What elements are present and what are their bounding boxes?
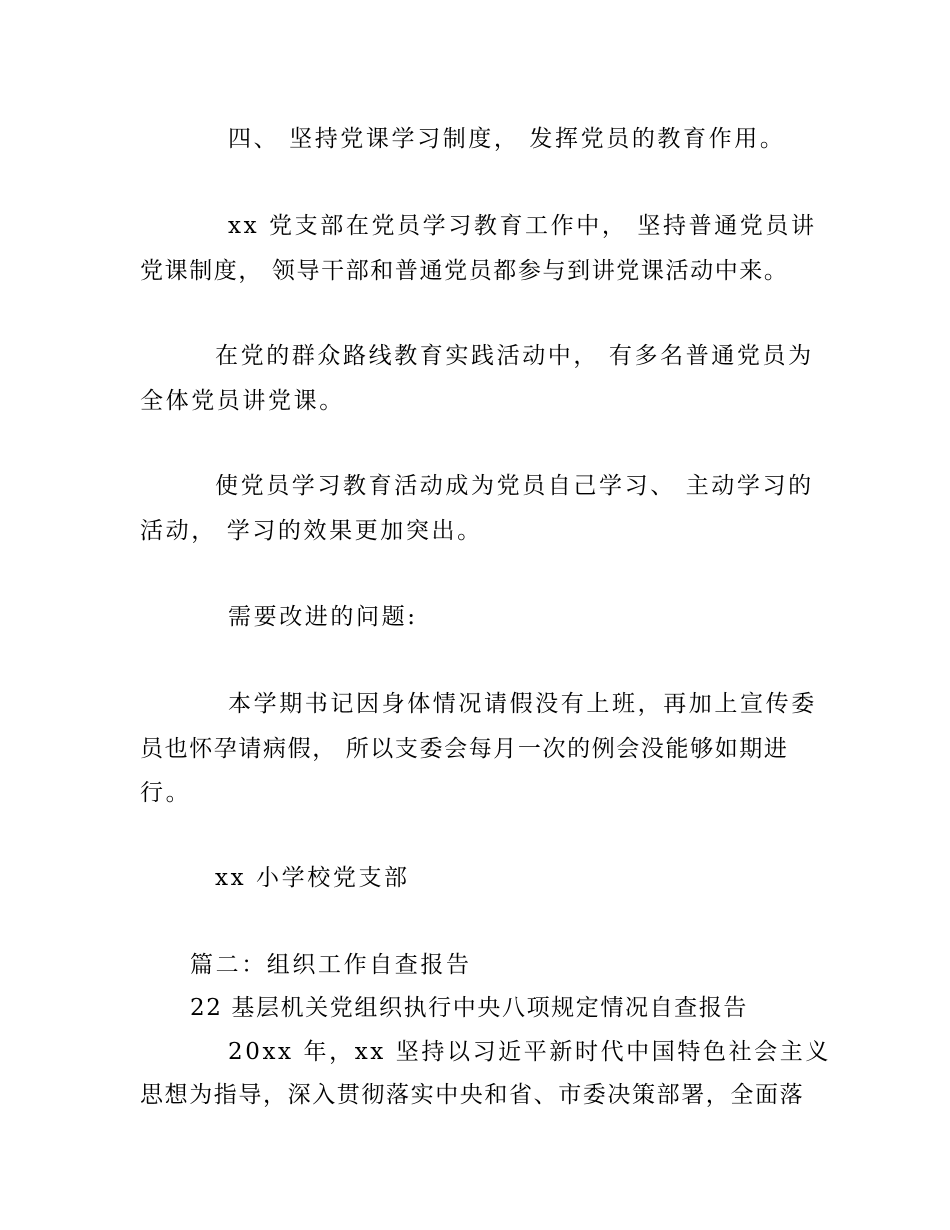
paragraph-line: 20xx 年，xx 坚持以习近平新时代中国特色社会主义 (228, 1039, 831, 1065)
paragraph-line: xx 党支部在党员学习教育工作中， 坚持普通党员讲 (228, 213, 817, 239)
signature: xx 小学校党支部 (215, 865, 410, 891)
paragraph-line: 本学期书记因身体情况请假没有上班，再加上宣传委 (228, 691, 817, 717)
paragraph-line: 思想为指导，深入贯彻落实中央和省、市委决策部署，全面落 (140, 1082, 805, 1108)
paragraph-line: 全体党员讲党课。 (140, 388, 345, 414)
issues-heading: 需要改进的问题: (228, 604, 418, 630)
paragraph-line: 党课制度， 领导干部和普通党员都参与到讲党课活动中来。 (140, 258, 789, 284)
part-two-heading: 篇二：组织工作自查报告 (190, 952, 472, 978)
paragraph-line: 活动， 学习的效果更加突出。 (140, 518, 483, 544)
paragraph-line: 行。 (140, 780, 192, 806)
paragraph-line: 在党的群众路线教育实践活动中， 有多名普通党员为 (215, 343, 814, 369)
section-heading: 四、 坚持党课学习制度， 发挥党员的教育作用。 (228, 126, 786, 152)
paragraph-line: 使党员学习教育活动成为党员自己学习、 主动学习的 (215, 473, 814, 499)
paragraph-line: 员也怀孕请病假， 所以支委会每月一次的例会没能够如期进 (140, 736, 789, 762)
part-two-subheading: 22 基层机关党组织执行中央八项规定情况自查报告 (190, 995, 748, 1021)
